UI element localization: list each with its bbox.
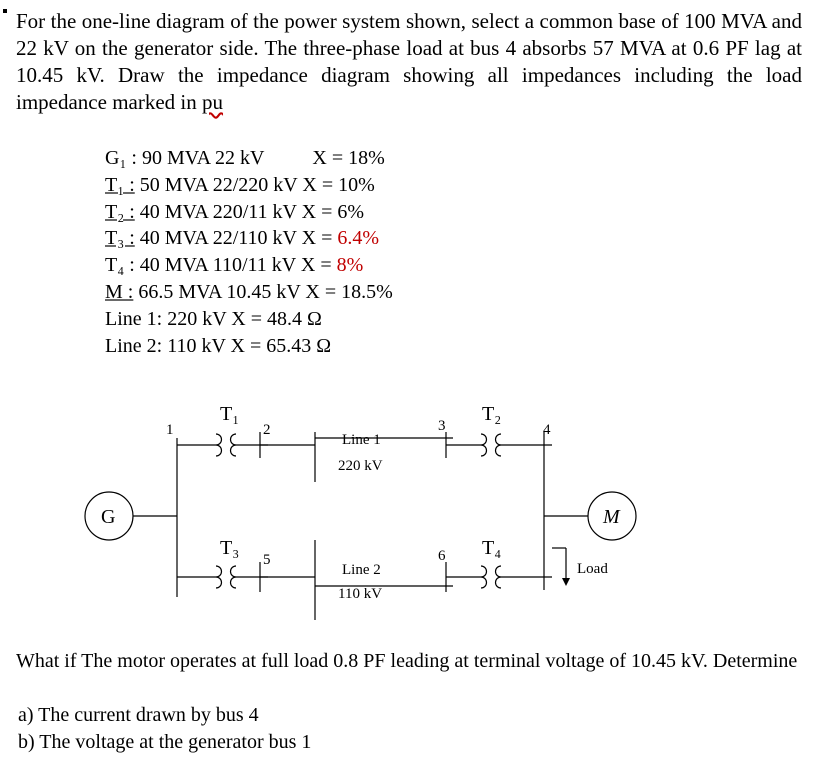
label-bus-2: 2 (263, 422, 271, 438)
question-b: b) The voltage at the generator bus 1 (18, 731, 312, 753)
bullet-marker (3, 9, 7, 13)
label-bus-3: 3 (438, 418, 446, 434)
label-t3: T₃ (220, 537, 240, 559)
spec-g1-label: G₁ : (105, 147, 137, 169)
transformer-t1 (216, 434, 236, 456)
label-t4: T₄ (482, 537, 502, 559)
spec-g1 (105, 146, 385, 170)
transformer-t3 (216, 566, 236, 588)
spec-t2-label: T₂ : (105, 201, 135, 223)
spec-t2 (105, 200, 364, 224)
spec-t1-rating: 50 MVA 22/220 kV X = 10% (134, 174, 375, 196)
label-motor: M (603, 506, 620, 528)
spec-line2: Line 2: 110 kV X = 65.43 Ω (105, 335, 332, 357)
pu-word: pu (202, 90, 224, 114)
label-bus-6: 6 (438, 548, 446, 564)
spec-t1 (105, 173, 375, 197)
spec-t4 (105, 253, 363, 277)
label-t2: T₂ (482, 403, 502, 425)
spec-t3 (105, 226, 379, 250)
spec-motor (105, 280, 393, 304)
spec-g1-rating: 90 MVA 22 kV (136, 147, 265, 169)
label-line1-name: Line 1 (342, 432, 381, 448)
problem-intro-text: For the one-line diagram of the power system shown, select a common base of 100 MVA and 22 kV on the generator side. The three-phase load at bus 4 absorbs 57 MVA at 0.6 PF lag at 10.45 kV. Draw the impedance diagram showing all impedances including the load impedance marked in (16, 9, 802, 114)
spec-t2-rating: 40 MVA 220/11 kV X = 6% (134, 201, 365, 223)
label-t1: T₁ (220, 403, 240, 425)
label-line2-name: Line 2 (342, 562, 381, 578)
load-arrow (562, 578, 570, 586)
label-line2-kv: 110 kV (338, 586, 383, 602)
label-line1-kv: 220 kV (338, 458, 383, 474)
spec-t1-label: T₁ : (105, 174, 135, 196)
transformer-t2 (481, 434, 501, 456)
label-generator: G (101, 506, 116, 528)
label-bus-5: 5 (263, 552, 271, 568)
spec-motor-rating: 66.5 MVA 10.45 kV X = 18.5% (133, 281, 393, 303)
spec-t4-rating: 40 MVA 110/11 kV X = (134, 254, 337, 276)
label-bus-4: 4 (543, 422, 551, 438)
spec-line1: Line 1: 220 kV X = 48.4 Ω (105, 308, 322, 330)
spec-t3-label: T₃ : (105, 227, 135, 249)
label-load: Load (577, 561, 608, 577)
spec-t4-reactance: 8% (336, 254, 364, 276)
question-a: a) The current drawn by bus 4 (18, 704, 259, 726)
transformer-t4 (481, 566, 501, 588)
one-line-diagram (80, 390, 650, 620)
spec-t3-rating: 40 MVA 22/110 kV X = (134, 227, 338, 249)
question-text: What if The motor operates at full load 0.8 PF leading at terminal voltage of 10.45 kV. Determine (16, 650, 798, 672)
spec-t4-label: T₄ : (105, 254, 135, 276)
spec-t3-reactance: 6.4% (337, 227, 380, 249)
label-bus-1: 1 (166, 422, 174, 438)
spec-g1-reactance: X = 18% (312, 147, 385, 169)
spec-motor-label: M : (105, 281, 134, 303)
problem-statement (16, 8, 802, 116)
